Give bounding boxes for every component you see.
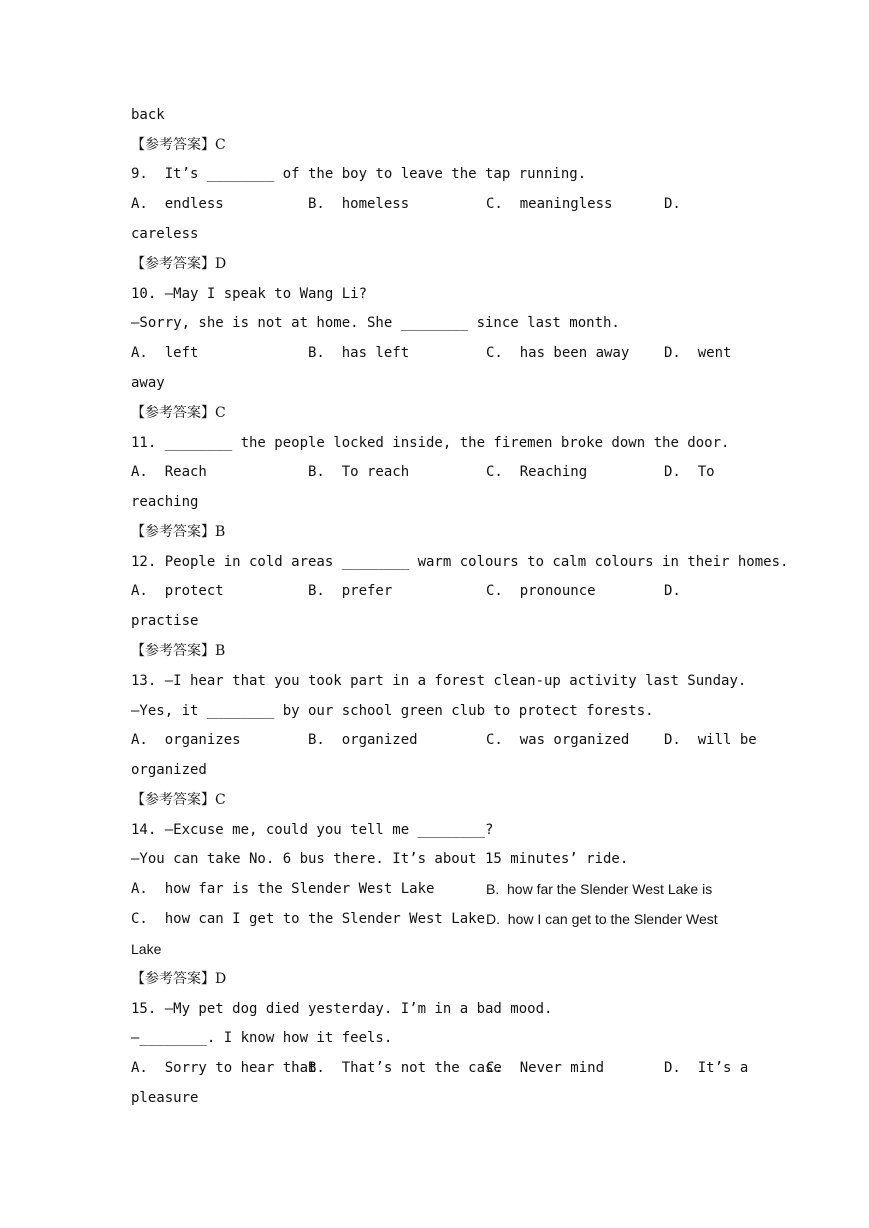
question-11: 11. ________ the people locked inside, the firemen broke down the door. <box>131 435 730 451</box>
option-a: A. how far is the Slender West Lake <box>131 881 435 897</box>
answer-line: 【参考答案】C <box>131 137 226 153</box>
option-wrap: pleasure <box>131 1090 199 1106</box>
question-15-reply: —________. I know how it feels. <box>131 1030 393 1046</box>
option-d: D. will be <box>664 732 757 748</box>
question-13: 13. —I hear that you took part in a forest clean-up activity last Sunday. <box>131 673 747 689</box>
answer-line: 【参考答案】C <box>131 405 226 421</box>
option-d: D. how I can get to the Slender West <box>486 911 718 927</box>
option-b: B. how far the Slender West Lake is <box>486 881 713 897</box>
option-a: A. endless <box>131 196 224 212</box>
question-10: 10. —May I speak to Wang Li? <box>131 286 368 302</box>
question-14: 14. —Excuse me, could you tell me ________? <box>131 822 494 838</box>
option-b: B. organized <box>308 732 418 748</box>
option-wrap: away <box>131 375 165 391</box>
option-d: D. went <box>664 345 732 361</box>
option-b: B. That’s not the case <box>308 1060 502 1076</box>
answer-line: 【参考答案】B <box>131 643 226 659</box>
option-wrap: reaching <box>131 494 199 510</box>
option-d: D. <box>664 583 681 599</box>
option-b: B. has left <box>308 345 410 361</box>
option-a: A. left <box>131 345 199 361</box>
question-14-reply: —You can take No. 6 bus there. It’s about 15 minutes’ ride. <box>131 851 629 867</box>
question-15: 15. —My pet dog died yesterday. I’m in a bad mood. <box>131 1001 553 1017</box>
option-c: C. pronounce <box>486 583 596 599</box>
option-wrap: organized <box>131 762 207 778</box>
option-c: C. how can I get to the Slender West Lake <box>131 911 486 927</box>
option-b: B. homeless <box>308 196 410 212</box>
option-d: D. It’s a <box>664 1060 749 1076</box>
option-wrap: Lake <box>131 941 162 957</box>
option-c: C. Never mind <box>486 1060 605 1076</box>
answer-line: 【参考答案】C <box>131 792 226 808</box>
option-b: B. prefer <box>308 583 393 599</box>
option-c: C. Reaching <box>486 464 588 480</box>
question-9: 9. It’s ________ of the boy to leave the tap running. <box>131 166 587 182</box>
option-a: A. organizes <box>131 732 241 748</box>
option-wrap: careless <box>131 226 199 242</box>
text-line: back <box>131 107 165 123</box>
option-a: A. protect <box>131 583 224 599</box>
option-d: D. To <box>664 464 715 480</box>
answer-line: 【参考答案】B <box>131 524 226 540</box>
answer-line: 【参考答案】D <box>131 256 227 272</box>
option-a: A. Reach <box>131 464 207 480</box>
option-b: B. To reach <box>308 464 410 480</box>
option-a: A. Sorry to hear that <box>131 1060 317 1076</box>
answer-line: 【参考答案】D <box>131 971 227 987</box>
option-c: C. has been away <box>486 345 630 361</box>
option-wrap: practise <box>131 613 199 629</box>
option-c: C. meaningless <box>486 196 613 212</box>
question-12: 12. People in cold areas ________ warm colours to calm colours in their homes. <box>131 554 789 570</box>
question-13-reply: —Yes, it ________ by our school green club to protect forests. <box>131 703 654 719</box>
option-c: C. was organized <box>486 732 630 748</box>
option-d: D. <box>664 196 681 212</box>
question-10-reply: —Sorry, she is not at home. She ________ since last month. <box>131 315 620 331</box>
